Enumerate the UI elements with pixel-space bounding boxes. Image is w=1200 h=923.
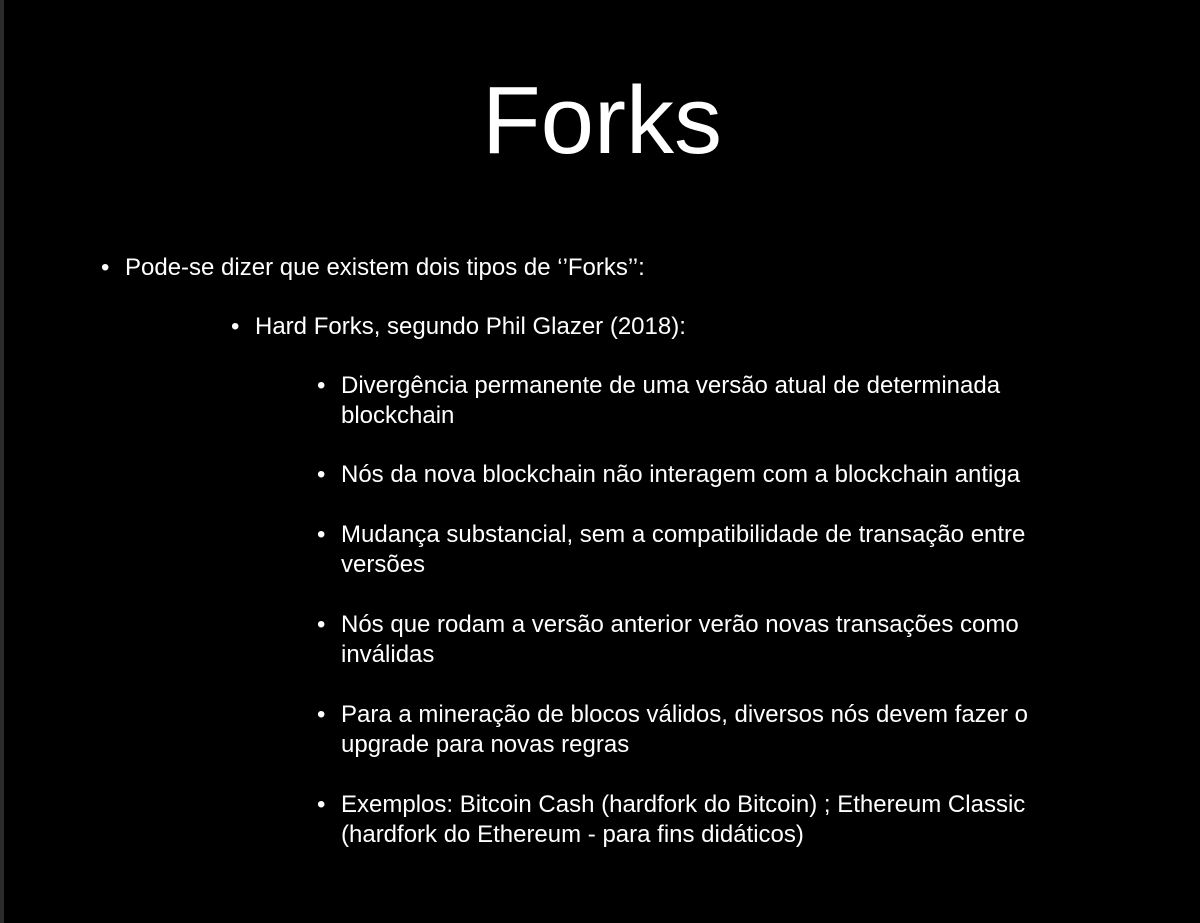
bullet-icon: • — [101, 254, 110, 281]
bullet-text: Exemplos: Bitcoin Cash (hardfork do Bitcoin) ; Ethereum Classic (hardfork do Ethereum - para fins didáticos) — [341, 791, 1026, 848]
bullet-item-level3 — [317, 610, 1101, 670]
bullet-icon: • — [317, 701, 326, 728]
bullet-text: Para a mineração de blocos válidos, diversos nós devem fazer o upgrade para novas regras — [341, 701, 1029, 758]
bullet-icon: • — [317, 611, 326, 638]
slide-title: Forks — [482, 67, 722, 174]
bullet-item-level3 — [317, 790, 1101, 850]
bullet-text: Nós que rodam a versão anterior verão novas transações como inválidas — [341, 611, 1019, 668]
bullet-item-level3 — [317, 371, 1101, 431]
bullet-text: Pode-se dizer que existem dois tipos de ‘’Forks’’: — [125, 254, 645, 281]
bullet-icon: • — [317, 791, 326, 818]
bullet-icon: • — [317, 521, 326, 548]
bullet-icon: • — [317, 372, 326, 399]
slide — [4, 0, 1200, 923]
bullet-item-level3 — [317, 460, 1101, 490]
bullet-icon: • — [231, 313, 240, 340]
bullet-icon: • — [317, 461, 326, 488]
bullet-item-level2 — [231, 312, 1155, 342]
bullet-text: Hard Forks, segundo Phil Glazer (2018): — [255, 313, 686, 340]
bullet-item-level1 — [101, 253, 1125, 283]
bullet-item-level3 — [317, 700, 1101, 760]
bullet-text: Divergência permanente de uma versão atual de determinada blockchain — [341, 372, 1001, 429]
bullet-item-level3 — [317, 520, 1101, 580]
bullet-text: Nós da nova blockchain não interagem com a blockchain antiga — [341, 461, 1021, 488]
bullet-text: Mudança substancial, sem a compatibilidade de transação entre versões — [341, 521, 1026, 578]
